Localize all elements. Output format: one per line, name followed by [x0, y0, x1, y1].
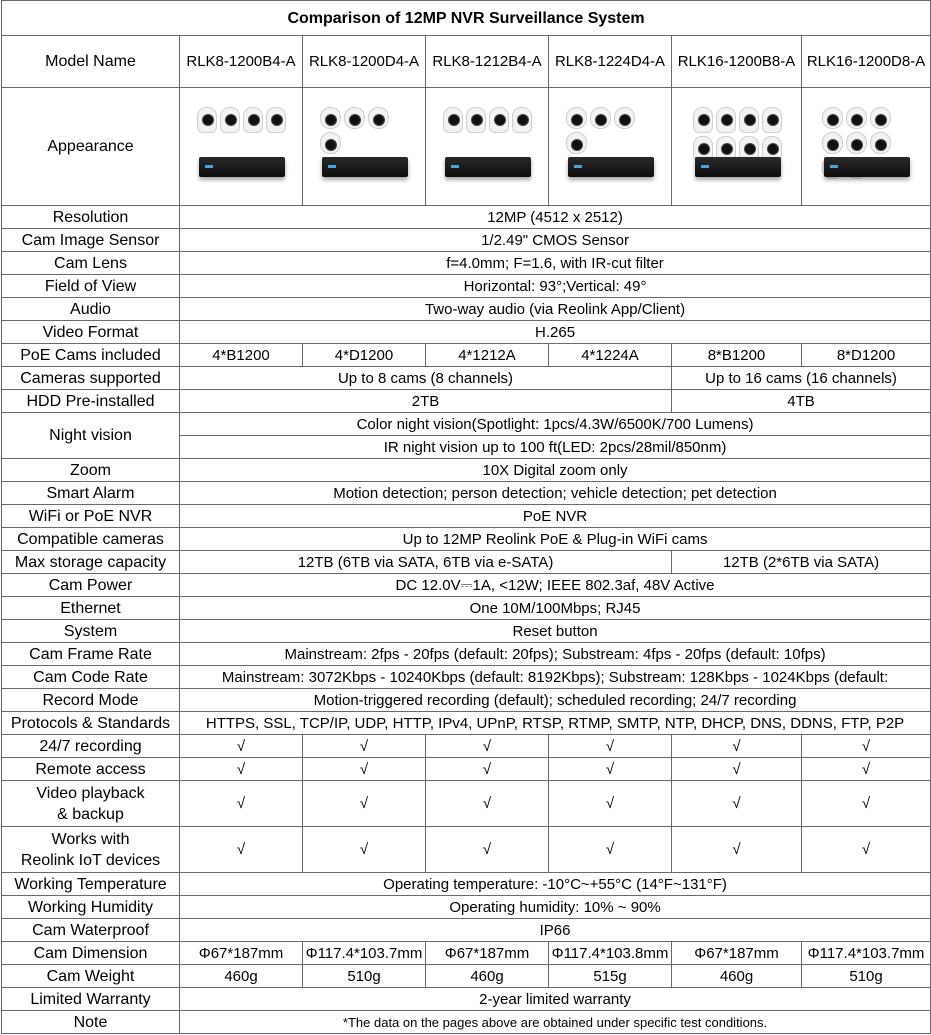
bullet-camera-icon: [197, 107, 217, 133]
bullet-camera-icon: [243, 107, 263, 133]
poe-cams-value: 8*D1200: [802, 344, 931, 367]
row-label-wifi-poe: WiFi or PoE NVR: [2, 505, 180, 528]
video-format-value: H.265: [180, 321, 931, 344]
bullet-camera-icon: [443, 107, 463, 133]
compatible-value: Up to 12MP Reolink PoE & Plug-in WiFi cams: [180, 528, 931, 551]
protocols-value: HTTPS, SSL, TCP/IP, UDP, HTTP, IPv4, UPnP, RTSP, RTMP, SMTP, NTP, DHCP, DNS, DDNS, FTP, P2P: [180, 712, 931, 735]
dome-camera-icon: [320, 132, 341, 154]
poe-cams-value: 4*1212A: [426, 344, 549, 367]
row-label-system: System: [2, 620, 180, 643]
check-mark: √: [549, 735, 672, 758]
row-label-fov: Field of View: [2, 275, 180, 298]
row-label-remote-access: Remote access: [2, 758, 180, 781]
wifi-poe-value: PoE NVR: [180, 505, 931, 528]
fov-value: Horizontal: 93°;Vertical: 49°: [180, 275, 931, 298]
temperature-value: Operating temperature: -10°C~+55°C (14°F~131°F): [180, 873, 931, 896]
weight-value: 515g: [549, 965, 672, 988]
code-rate-value: Mainstream: 3072Kbps - 10240Kbps (default: 8192Kbps); Substream: 128Kbps - 1024Kbps (default:: [180, 666, 931, 689]
dome-camera-icon: [822, 132, 843, 154]
check-mark: √: [303, 758, 426, 781]
dome-camera-icon: [846, 107, 867, 129]
comparison-table: [1, 0, 931, 1034]
check-mark: √: [303, 735, 426, 758]
record-mode-value: Motion-triggered recording (default); scheduled recording; 24/7 recording: [180, 689, 931, 712]
bullet-camera-icon: [716, 107, 736, 133]
dome-camera-icon: [320, 107, 341, 129]
row-label-power: Cam Power: [2, 574, 180, 597]
row-label-compatible: Compatible cameras: [2, 528, 180, 551]
check-mark: √: [180, 735, 303, 758]
lens-value: f=4.0mm; F=1.6, with IR-cut filter: [180, 252, 931, 275]
dome-camera-icon: [566, 132, 587, 154]
bullet-camera-icon: [762, 107, 782, 133]
row-label-iot-devices: Works with Reolink IoT devices: [2, 827, 180, 873]
system-value: Reset button: [180, 620, 931, 643]
waterproof-value: IP66: [180, 919, 931, 942]
dimension-value: Φ67*187mm: [672, 942, 802, 965]
row-label-poe-cams: PoE Cams included: [2, 344, 180, 367]
check-mark: √: [549, 758, 672, 781]
row-label-waterproof: Cam Waterproof: [2, 919, 180, 942]
ethernet-value: One 10M/100Mbps; RJ45: [180, 597, 931, 620]
dimension-value: Φ117.4*103.7mm: [303, 942, 426, 965]
row-label-frame-rate: Cam Frame Rate: [2, 643, 180, 666]
weight-value: 510g: [802, 965, 931, 988]
dome-camera-kit-image: [560, 99, 660, 189]
row-label-temperature: Working Temperature: [2, 873, 180, 896]
row-label-video-playback: Video playback & backup: [2, 781, 180, 827]
check-mark: √: [802, 827, 931, 873]
row-label-night-vision: Night vision: [2, 413, 180, 459]
resolution-value: 12MP (4512 x 2512): [180, 206, 931, 229]
model-name: RLK8-1200B4-A: [180, 36, 303, 88]
smart-alarm-value: Motion detection; person detection; vehicle detection; pet detection: [180, 482, 931, 505]
audio-value: Two-way audio (via Reolink App/Client): [180, 298, 931, 321]
weight-value: 460g: [672, 965, 802, 988]
power-value: DC 12.0V⎓1A, <12W; IEEE 802.3af, 48V Active: [180, 574, 931, 597]
hdd-16ch: 4TB: [672, 390, 931, 413]
dome-camera-kit-image: [816, 99, 916, 189]
check-mark: √: [672, 781, 802, 827]
check-mark: √: [426, 735, 549, 758]
check-mark: √: [180, 781, 303, 827]
dome-camera-icon: [590, 107, 611, 129]
hdd-8ch: 2TB: [180, 390, 672, 413]
dome-camera-icon: [822, 107, 843, 129]
night-vision-ir: IR night vision up to 100 ft(LED: 2pcs/28mil/850nm): [180, 436, 931, 459]
row-label-zoom: Zoom: [2, 459, 180, 482]
bullet-camera-icon: [466, 107, 486, 133]
check-mark: √: [426, 781, 549, 827]
cams-supported-16ch: Up to 16 cams (16 channels): [672, 367, 931, 390]
poe-cams-value: 8*B1200: [672, 344, 802, 367]
check-mark: √: [426, 827, 549, 873]
check-mark: √: [802, 735, 931, 758]
bullet-camera-icon: [693, 107, 713, 133]
dome-camera-kit-image: [314, 99, 414, 189]
dome-camera-icon: [846, 132, 867, 154]
model-name: RLK8-1224D4-A: [549, 36, 672, 88]
row-label-ethernet: Ethernet: [2, 597, 180, 620]
dimension-value: Φ67*187mm: [180, 942, 303, 965]
check-mark: √: [802, 758, 931, 781]
check-mark: √: [303, 827, 426, 873]
max-storage-8ch: 12TB (6TB via SATA, 6TB via e-SATA): [180, 551, 672, 574]
weight-value: 460g: [426, 965, 549, 988]
row-label-smart-alarm: Smart Alarm: [2, 482, 180, 505]
check-mark: √: [549, 781, 672, 827]
row-label-max-storage: Max storage capacity: [2, 551, 180, 574]
row-label-hdd: HDD Pre-installed: [2, 390, 180, 413]
zoom-value: 10X Digital zoom only: [180, 459, 931, 482]
check-mark: √: [549, 827, 672, 873]
model-name: RLK8-1200D4-A: [303, 36, 426, 88]
check-mark: √: [672, 827, 802, 873]
row-label-appearance: Appearance: [2, 88, 180, 206]
dimension-value: Φ117.4*103.8mm: [549, 942, 672, 965]
row-label-resolution: Resolution: [2, 206, 180, 229]
model-name: RLK16-1200B8-A: [672, 36, 802, 88]
row-label-protocols: Protocols & Standards: [2, 712, 180, 735]
row-label-dimension: Cam Dimension: [2, 942, 180, 965]
bullet-camera-kit-image: [191, 99, 291, 189]
cams-supported-8ch: Up to 8 cams (8 channels): [180, 367, 672, 390]
weight-value: 460g: [180, 965, 303, 988]
dome-camera-icon: [368, 107, 389, 129]
warranty-value: 2-year limited warranty: [180, 988, 931, 1011]
bullet-camera-icon: [489, 107, 509, 133]
poe-cams-value: 4*1224A: [549, 344, 672, 367]
check-mark: √: [180, 758, 303, 781]
row-label-sensor: Cam Image Sensor: [2, 229, 180, 252]
row-label-humidity: Working Humidity: [2, 896, 180, 919]
row-label-video-format: Video Format: [2, 321, 180, 344]
dome-camera-icon: [344, 107, 365, 129]
row-label-cams-supported: Cameras supported: [2, 367, 180, 390]
bullet-camera-icon: [512, 107, 532, 133]
humidity-value: Operating humidity: 10% ~ 90%: [180, 896, 931, 919]
bullet-camera-icon: [220, 107, 240, 133]
poe-cams-value: 4*B1200: [180, 344, 303, 367]
row-label-code-rate: Cam Code Rate: [2, 666, 180, 689]
check-mark: √: [672, 735, 802, 758]
poe-cams-value: 4*D1200: [303, 344, 426, 367]
bullet-camera-kit-image: [437, 99, 537, 189]
bullet-camera-kit-image: [687, 99, 787, 189]
bullet-camera-icon: [739, 107, 759, 133]
row-label-audio: Audio: [2, 298, 180, 321]
row-label-weight: Cam Weight: [2, 965, 180, 988]
dome-camera-icon: [870, 132, 891, 154]
row-label-note: Note: [2, 1011, 180, 1034]
dimension-value: Φ117.4*103.7mm: [802, 942, 931, 965]
max-storage-16ch: 12TB (2*6TB via SATA): [672, 551, 931, 574]
frame-rate-value: Mainstream: 2fps - 20fps (default: 20fps); Substream: 4fps - 20fps (default: 10fps): [180, 643, 931, 666]
check-mark: √: [180, 827, 303, 873]
row-label-lens: Cam Lens: [2, 252, 180, 275]
check-mark: √: [672, 758, 802, 781]
row-label-record-mode: Record Mode: [2, 689, 180, 712]
check-mark: √: [426, 758, 549, 781]
model-name: RLK8-1212B4-A: [426, 36, 549, 88]
bullet-camera-icon: [266, 107, 286, 133]
dome-camera-icon: [566, 107, 587, 129]
dimension-value: Φ67*187mm: [426, 942, 549, 965]
dome-camera-icon: [614, 107, 635, 129]
table-title: Comparison of 12MP NVR Surveillance System: [2, 1, 931, 36]
check-mark: √: [802, 781, 931, 827]
row-label-model: Model Name: [2, 36, 180, 88]
weight-value: 510g: [303, 965, 426, 988]
model-name: RLK16-1200D8-A: [802, 36, 931, 88]
row-label-warranty: Limited Warranty: [2, 988, 180, 1011]
check-mark: √: [303, 781, 426, 827]
row-label-247-recording: 24/7 recording: [2, 735, 180, 758]
sensor-value: 1/2.49" CMOS Sensor: [180, 229, 931, 252]
note-value: *The data on the pages above are obtained under specific test conditions.: [180, 1011, 931, 1034]
night-vision-color: Color night vision(Spotlight: 1pcs/4.3W/6500K/700 Lumens): [180, 413, 931, 436]
dome-camera-icon: [870, 107, 891, 129]
